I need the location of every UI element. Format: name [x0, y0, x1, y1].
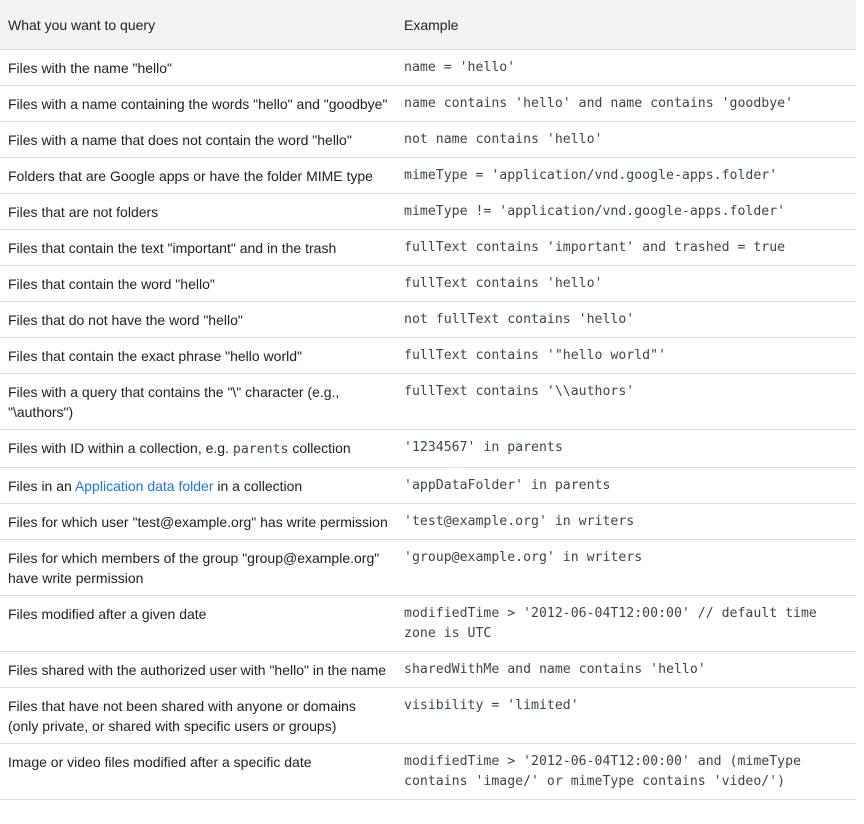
table-row — [0, 158, 856, 194]
query-example: fullText contains 'important' and trashed = true — [396, 230, 856, 266]
query-example: name contains 'hello' and name contains 'goodbye' — [396, 86, 856, 122]
table-row — [0, 374, 856, 430]
table-header — [0, 0, 856, 50]
query-example: modifiedTime > '2012-06-04T12:00:00' // default time zone is UTC — [396, 596, 856, 652]
table-row — [0, 266, 856, 302]
table-row — [0, 652, 856, 688]
query-description: Files shared with the authorized user with "hello" in the name — [0, 652, 396, 688]
query-example: fullText contains 'hello' — [396, 266, 856, 302]
table-row — [0, 596, 856, 652]
query-description: Files that do not have the word "hello" — [0, 302, 396, 338]
table-row — [0, 688, 856, 744]
query-example: modifiedTime > '2012-06-04T12:00:00' and (mimeType contains 'image/' or mimeType contains 'video/') — [396, 744, 856, 800]
query-description — [0, 468, 396, 504]
query-example: 'test@example.org' in writers — [396, 504, 856, 540]
query-description: Files with the name "hello" — [0, 50, 396, 86]
parents-inline-code: parents — [232, 442, 289, 457]
description-prefix: Files with ID within a collection, e.g. — [8, 440, 233, 456]
query-description: Files that contain the word "hello" — [0, 266, 396, 302]
query-description: Files that contain the exact phrase "hello world" — [0, 338, 396, 374]
table-row — [0, 468, 856, 504]
description-suffix: in a collection — [213, 478, 303, 494]
query-description: Image or video files modified after a specific date — [0, 744, 396, 800]
table-body — [0, 50, 856, 800]
query-description: Files with a name that does not contain the word "hello" — [0, 122, 396, 158]
query-description: Files modified after a given date — [0, 596, 396, 652]
query-example: mimeType != 'application/vnd.google-apps.folder' — [396, 194, 856, 230]
table-row — [0, 86, 856, 122]
table-row — [0, 540, 856, 596]
table-row — [0, 50, 856, 86]
header-row — [0, 0, 856, 50]
query-example: visibility = 'limited' — [396, 688, 856, 744]
table-row — [0, 744, 856, 800]
table-row — [0, 194, 856, 230]
query-description: Files for which members of the group "group@example.org" have write permission — [0, 540, 396, 596]
table-row — [0, 122, 856, 158]
application-data-folder-link[interactable]: Application data folder — [74, 478, 214, 494]
table-row — [0, 430, 856, 468]
query-example: sharedWithMe and name contains 'hello' — [396, 652, 856, 688]
query-description: Folders that are Google apps or have the folder MIME type — [0, 158, 396, 194]
table-row — [0, 504, 856, 540]
query-example: mimeType = 'application/vnd.google-apps.folder' — [396, 158, 856, 194]
query-example: not fullText contains 'hello' — [396, 302, 856, 338]
query-example: 'appDataFolder' in parents — [396, 468, 856, 504]
query-example: '1234567' in parents — [396, 430, 856, 468]
table-row — [0, 230, 856, 266]
query-example: 'group@example.org' in writers — [396, 540, 856, 596]
query-description: Files that contain the text "important" and in the trash — [0, 230, 396, 266]
query-description: Files that have not been shared with anyone or domains (only private, or shared with specific users or groups) — [0, 688, 396, 744]
description-prefix: Files in an — [8, 478, 75, 494]
query-description: Files for which user "test@example.org" has write permission — [0, 504, 396, 540]
header-what-you-want-to-query: What you want to query — [0, 0, 396, 50]
query-description — [0, 430, 396, 468]
table-row — [0, 338, 856, 374]
header-example: Example — [396, 0, 856, 50]
query-description: Files with a name containing the words "hello" and "goodbye" — [0, 86, 396, 122]
query-example: fullText contains '\\authors' — [396, 374, 856, 430]
table-row — [0, 302, 856, 338]
description-suffix: collection — [288, 440, 351, 456]
query-example: name = 'hello' — [396, 50, 856, 86]
query-example: not name contains 'hello' — [396, 122, 856, 158]
query-example: fullText contains '"hello world"' — [396, 338, 856, 374]
query-description: Files that are not folders — [0, 194, 396, 230]
query-description: Files with a query that contains the "\" character (e.g., "\authors") — [0, 374, 396, 430]
